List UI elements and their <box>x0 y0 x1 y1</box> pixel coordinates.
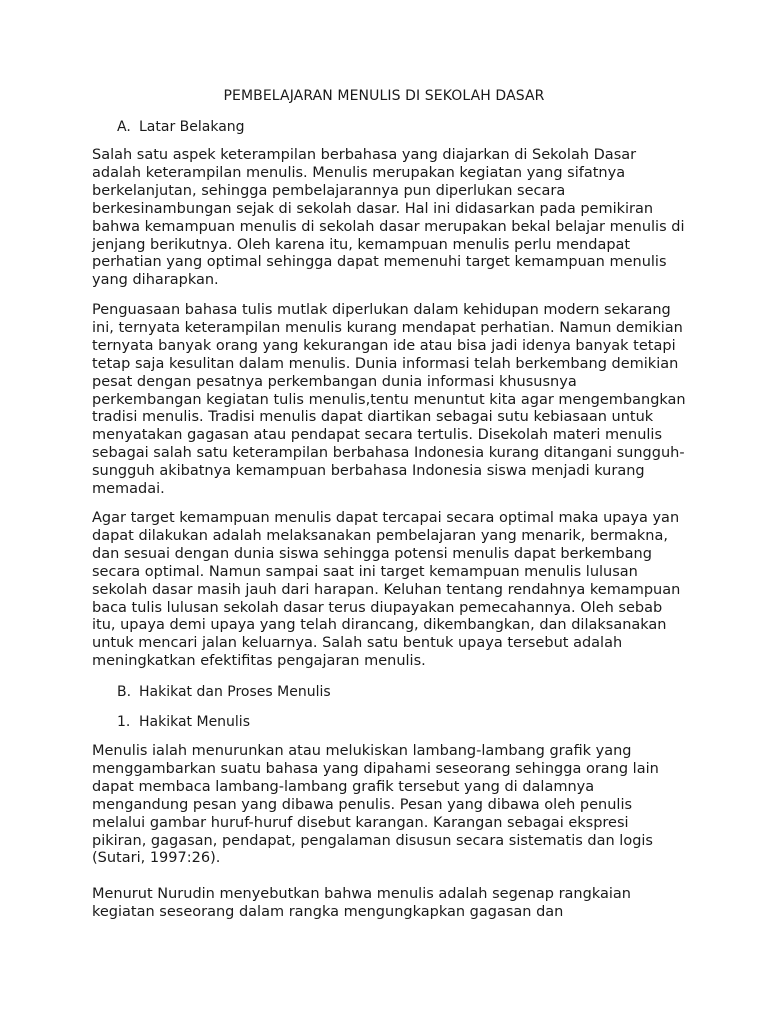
subsection-heading-hakikat-menulis <box>117 713 250 731</box>
text-line: pikiran, gagasan, pendapat, pengalaman disusun secara sistematis dan logis <box>92 832 653 849</box>
text-line: untuk mencari jalan keluarnya. Salah satu bentuk upaya tersebut adalah <box>92 635 623 652</box>
text-line: bahwa kemampuan menulis di sekolah dasar merupakan bekal belajar menulis di <box>92 218 685 235</box>
text-line: perhatian yang optimal sehingga dapat memenuhi target kemampuan menulis <box>92 254 667 271</box>
text-line: berkesinambungan sejak di sekolah dasar. Hal ini didasarkan pada pemikiran <box>92 200 654 217</box>
text-line: baca tulis lulusan sekolah dasar terus diupayakan pemecahannya. Oleh sebab <box>92 599 663 616</box>
text-line: jenjang berikutnya. Oleh karena itu, kemampuan menulis perlu mendapat <box>92 236 631 253</box>
text-line: tradisi menulis. Tradisi menulis dapat diartikan sebagai sutu kebiasaan untuk <box>92 409 654 426</box>
text-line: secara optimal. Namun sampai saat ini target kemampuan menulis lulusan <box>92 563 638 580</box>
text-line: mengandung pesan yang dibawa penulis. Pesan yang dibawa oleh penulis <box>92 796 633 813</box>
paragraph-2 <box>92 302 686 499</box>
section-label: Latar Belakang <box>139 119 245 135</box>
text-line: menyatakan gagasan atau pendapat secara tertulis. Disekolah materi menulis <box>92 427 663 444</box>
text-line: Agar target kemampuan menulis dapat tercapai secara optimal maka upaya yan <box>92 510 680 526</box>
section-label: Hakikat dan Proses Menulis <box>139 684 331 700</box>
paragraph-4 <box>92 743 678 868</box>
text-line: meningkatkan efektifitas pengajaran menulis. <box>92 653 426 670</box>
section-number: B. <box>117 684 132 700</box>
text-line: tetap saja kesulitan dalam menulis. Dunia informasi telah berkembang demikian <box>92 355 679 372</box>
text-line: sekolah dasar masih jauh dari harapan. Keluhan tentang rendahnya kemampuan <box>92 581 681 598</box>
text-line: Penguasaan bahasa tulis mutlak diperlukan dalam kehidupan modern sekarang <box>92 302 671 318</box>
subsection-label: Hakikat Menulis <box>139 714 250 730</box>
section-number: A. <box>117 119 131 135</box>
text-line: sebagai salah satu keterampilan berbahasa Indonesia kurang ditangani sungguh- <box>92 445 685 462</box>
text-line: adalah keterampilan menulis. Menulis merupakan kegiatan yang sifatnya <box>92 164 626 181</box>
paragraph-5 <box>92 886 678 922</box>
text-line: Menulis ialah menurunkan atau melukiskan lambang-lambang grafik yang <box>92 743 632 759</box>
paragraph-1 <box>92 147 685 290</box>
text-line: itu, upaya demi upaya yang telah dirancang, dikembangkan, dan dilaksanakan <box>92 617 667 634</box>
text-line: dan sesuai dengan dunia siswa sehingga potensi menulis dapat berkembang <box>92 545 652 562</box>
text-line: pesat dengan pesatnya perkembangan dunia informasi khususnya <box>92 373 577 390</box>
text-line: ini, ternyata keterampilan menulis kurang mendapat perhatian. Namun demikian <box>92 319 683 336</box>
text-line: memadai. <box>92 481 165 498</box>
text-line: Salah satu aspek keterampilan berbahasa yang diajarkan di Sekolah Dasar <box>92 147 637 163</box>
text-line: kegiatan seseorang dalam rangka mengungkapkan gagasan dan <box>92 903 564 920</box>
document-title: PEMBELAJARAN MENULIS DI SEKOLAH DASAR <box>223 88 545 104</box>
section-heading-hakikat-proses <box>117 683 331 701</box>
text-line: melalui gambar huruf-huruf disebut karangan. Karangan sebagai ekspresi <box>92 814 629 831</box>
text-line: Menurut Nurudin menyebutkan bahwa menulis adalah segenap rangkaian <box>92 886 631 902</box>
text-line: dapat membaca lambang-lambang grafik tersebut yang di dalamnya <box>92 778 595 795</box>
text-line: sungguh akibatnya kemampuan berbahasa Indonesia siswa menjadi kurang <box>92 463 645 480</box>
text-line: dapat dilakukan adalah melaksanakan pembelajaran yang menarik, bermakna, <box>92 527 668 544</box>
text-line: ternyata banyak orang yang kekurangan ide atau bisa jadi idenya banyak tetapi <box>92 337 676 354</box>
text-line: berkelanjutan, sehingga pembelajarannya pun diperlukan secara <box>92 182 566 199</box>
section-heading-latar-belakang <box>117 118 245 136</box>
text-line: (Sutari, 1997:26). <box>92 850 221 867</box>
text-line: yang diharapkan. <box>92 272 219 289</box>
text-line: perkembangan kegiatan tulis menulis,tentu menuntut kita agar mengembangkan <box>92 391 686 408</box>
text-line: menggambarkan suatu bahasa yang dipahami seseorang sehingga orang lain <box>92 760 659 777</box>
subsection-number: 1. <box>117 714 131 730</box>
paragraph-3 <box>92 510 681 671</box>
